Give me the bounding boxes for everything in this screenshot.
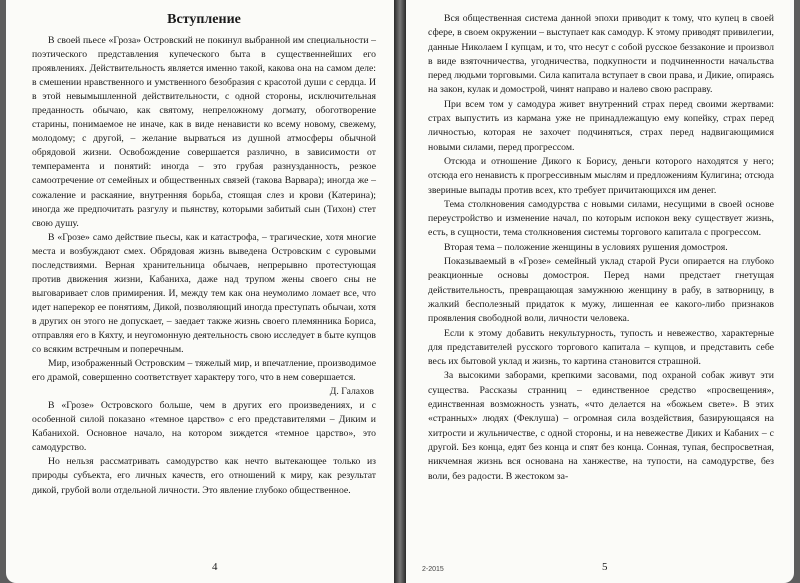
paragraph: Тема столкновения самодурства с новыми силами, несущими в своей основе переустройство и изменение начал, по которым испокон веку существует жизнь, есть, в сущности, тема столкновения системы торгового капитала с прогрессом. (428, 198, 774, 239)
paragraph: Вторая тема – положение женщины в условиях рушения домостроя. (444, 241, 728, 253)
left-page (6, 0, 394, 583)
paragraph: Если к этому добавить некультурность, тупость и невежество, характерные для представителей русского торгового капитала – купцов, и представить себе весь их бытовой уклад и жизнь, то картина становится страшной. (428, 327, 774, 368)
book-spine (394, 0, 406, 583)
edition-mark: 2-2015 (422, 566, 444, 573)
signature: Д. Галахов (329, 386, 374, 398)
right-page (406, 0, 794, 583)
paragraph: Показываемый в «Грозе» семейный уклад старой Руси опирается на глубоко реакционные основы домостроя. Перед нами предстает гнетущая действительность, превращающая замужнюю женщину в рабу, в затворницу, в жалкий бесполезный придаток к мужу, лишенная ее какого-либо признаков проявления свободной воли, личности человека. (428, 256, 774, 325)
paragraph: При всем том у самодура живет внутренний страх перед своими жертвами: страх выпустить из кармана уже не принадлежащую ему копейку, страх перед личностью, которая не захочет подчиняться, страх перед надвигающимися новыми силами, перед прогрессом. (428, 98, 774, 153)
paragraph: За высокими заборами, крепкими засовами, под охраной собак живут эти существа. Рассказы странниц – единственное средство «просвещения», единственная возможность узнать, «что делается на «божьем свете». В этих «странных» людях (Феклуша) – огромная сила воздействия, базирующаяся на хитрости и жульничестве, с одной стороны, и на невежестве Диких и Кабаних – с другой. Без конца, едят без конца и спят без конца. Сонная, тупая, беспросветная, никчемная жизнь вся основана на ханжестве, на тупости, на самодурстве, без воли, без радости. В жестоком за- (428, 370, 774, 482)
paragraph: В своей пьесе «Гроза» Островский не покинул выбранной им специальности – поэтического представления купеческого быта в существеннейших его проявлениях. Действительность является именно такой, какова она на самом деле: в смешении нравственного и умственного безобразия с красотой души с сердца. И в этой невымышленной действительности, с одной стороны, исключительная преданность обычаю, как святому, непреложному догмату, обоготворение старины, понимаемое не иначе, как в виде ненависти ко всему новому, свежему, молодому; с другой, – желание вырваться из душной атмосферы обычной обрядовой жизни. Освобождение совершается различно, в зависимости от темперамента и понятий: иногда – это грубая разнузданность, резкое самоотречение от семейных и общественных связей (такова Варвара); иногда же – сожаление и раскаяние, внутренняя борьба, стоящая слез и крови (Катерина); иногда же предпочитать разгулу и пьянству, которыми забитый сын (Тихон) стет свою душу. (32, 35, 376, 229)
paragraph: В «Грозе» само действие пьесы, как и катастрофа, – трагические, хотя многие места и возбуждают смех. Обрядовая жизнь выведена Островским с суровыми последствиями. Верная хранительница обычаев, непрерывно протестующая против движения жизни, Кабаниха, даже над трупом жены своего сны не выговаривает слов примирения. И, между тем как она неумолимо ломает все, что идет наперекор ее понятиям, Дикой, позволяющий иногда преступать обычаи, хотя в других он этого не допускает, – заедает также жизнь своего племянника Бориса, отправляя его в Кяхту, и неугомонную деятельность свою исследует в быте купцов со всяким встречным и поперечным. (32, 231, 376, 356)
paragraph: Но нельзя рассматривать самодурство как нечто вытекающее только из природы субъекта, его личных качеств, его отношений к миру, как результат дикой, грубой воли отдельной личности. Это явление глубоко общественное. (32, 456, 376, 496)
paragraph: Мир, изображенный Островским – тяжелый мир, и впечатление, производимое его драмой, совершенно соответствует характеру того, что в нем совершается. (32, 358, 376, 384)
page-number: 4 (212, 561, 218, 573)
page-number: 5 (602, 561, 608, 573)
paragraph: В «Грозе» Островского больше, чем в других его произведениях, и с особенной силой показано «темное царство» с его представителями – Диким и Кабанихой. Основное начало, на котором зиждется «темное царство», это самодурство. (32, 400, 376, 454)
paragraph: Отсюда и отношение Дикого к Борису, деньги которого находятся у него; отсюда его ненависть к прогрессивным мыслям и предложениям Кулигина; отсюда звериные выпады против всех, кто требует причитающихся им денег. (428, 155, 774, 196)
paragraph: Вся общественная система данной эпохи приводит к тому, что купец в своей сфере, в своем окружении – выступает как самодур. К этому приводят привилегии, данные Николаем I купцам, и то, что несут с собой русское беззаконие и произвол в виде взяточничества, угодничества, подкупности и подчиненности начальства перед людьми торговыми. Сила капитала вступает в свои права, и Дикие, опираясь на закон, кулак и домострой, чинят направо и налево свою расправу. (428, 13, 774, 96)
page-title: Вступление (167, 12, 241, 27)
